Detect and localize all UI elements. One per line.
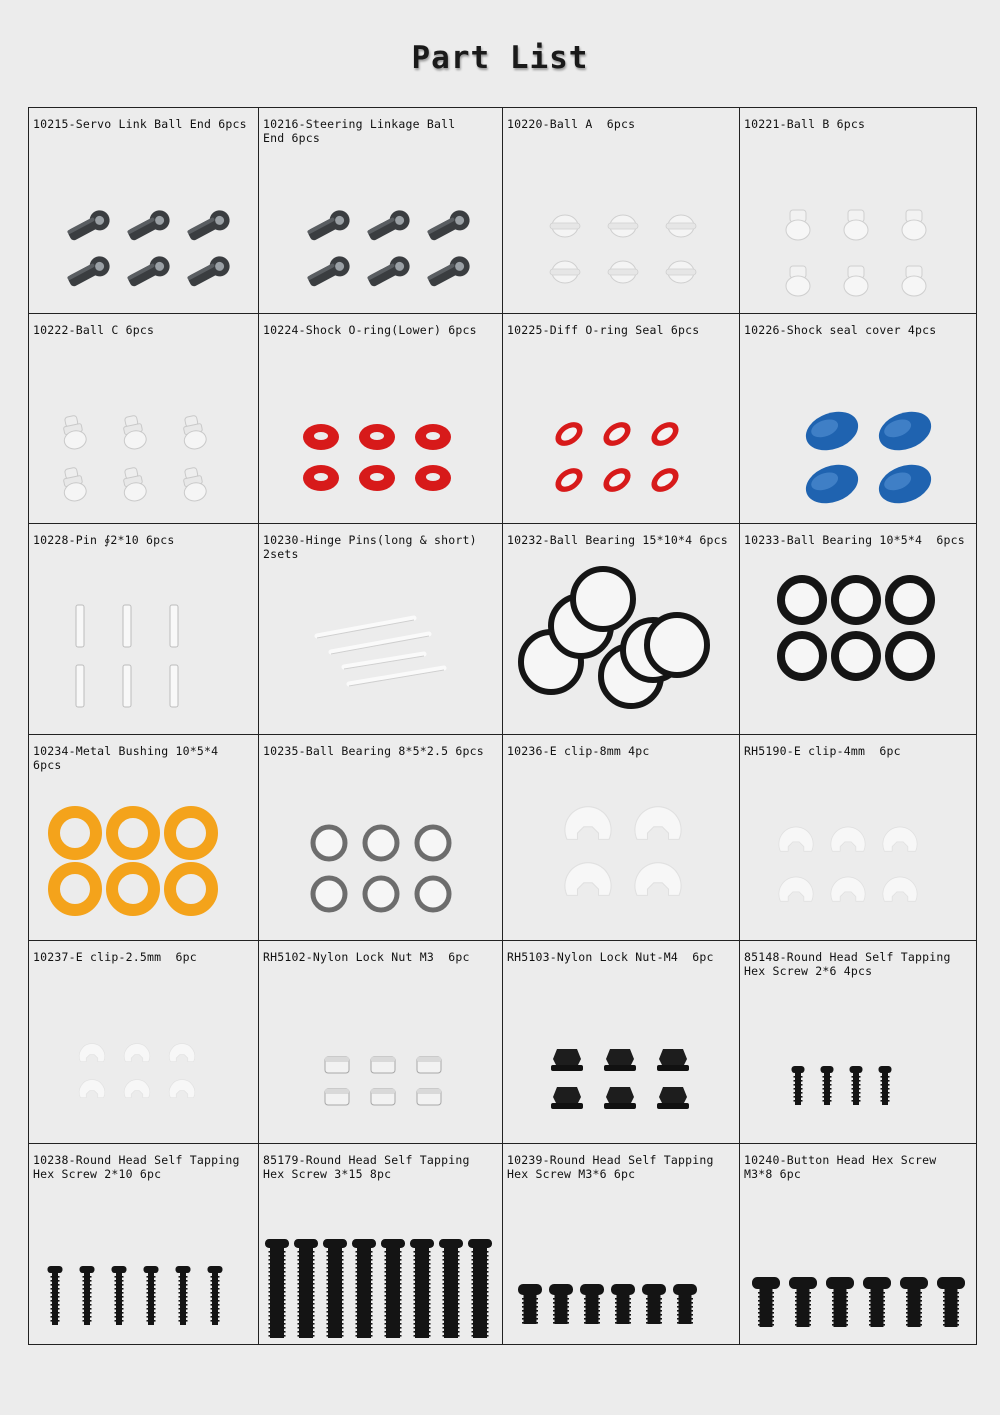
link-ball-end-icon [29, 108, 258, 313]
part-cell [740, 941, 976, 1144]
nut-icon [503, 941, 739, 1143]
part-cell [259, 524, 503, 735]
o-ring-icon [503, 314, 739, 523]
part-label: RH5190-E clip-4mm 6pc [744, 744, 901, 758]
part-label: 10225-Diff O-ring Seal 6pcs [507, 323, 700, 337]
part-cell [740, 108, 976, 314]
part-cell [503, 108, 740, 314]
part-label: 10233-Ball Bearing 10*5*4 6pcs [744, 533, 965, 547]
part-label: 10240-Button Head Hex Screw M3*8 6pc [744, 1153, 937, 1181]
part-cell [29, 108, 259, 314]
part-cell [740, 524, 976, 735]
part-cell [740, 735, 976, 941]
part-label: 10220-Ball A 6pcs [507, 117, 636, 131]
e-clip-icon [503, 735, 739, 940]
part-cell [29, 314, 259, 524]
part-cell [740, 314, 976, 524]
part-label: 10215-Servo Link Ball End 6pcs [33, 117, 247, 131]
part-label: 10238-Round Head Self Tapping Hex Screw 2*10 6pc [33, 1153, 240, 1181]
part-cell [503, 524, 740, 735]
part-label: 10216-Steering Linkage Ball End 6pcs [263, 117, 456, 145]
seal-cover-icon [740, 314, 976, 523]
e-clip-icon [740, 735, 976, 940]
part-cell [740, 1144, 976, 1344]
part-cell [503, 735, 740, 941]
part-cell [259, 108, 503, 314]
parts-grid [28, 107, 977, 1345]
bearing-icon [740, 524, 976, 734]
part-label: 10224-Shock O-ring(Lower) 6pcs [263, 323, 477, 337]
part-label: 10237-E clip-2.5mm 6pc [33, 950, 197, 964]
part-label: 85148-Round Head Self Tapping Hex Screw 2*6 4pcs [744, 950, 951, 978]
bearing-icon [503, 524, 739, 734]
ball-icon [503, 108, 739, 313]
part-cell [29, 941, 259, 1144]
part-label: 10230-Hinge Pins(long & short) 2sets [263, 533, 477, 561]
part-label: 10222-Ball C 6pcs [33, 323, 155, 337]
part-label: 10232-Ball Bearing 15*10*4 6pcs [507, 533, 728, 547]
ball-icon [740, 108, 976, 313]
part-cell [503, 314, 740, 524]
part-cell [29, 1144, 259, 1344]
page-title: Part List [411, 40, 589, 76]
part-cell [503, 1144, 740, 1344]
part-label: 10236-E clip-8mm 4pc [507, 744, 650, 758]
e-clip-icon [29, 941, 258, 1143]
part-cell [259, 735, 503, 941]
o-ring-icon [259, 314, 502, 523]
part-cell [259, 941, 503, 1144]
part-label: RH5103-Nylon Lock Nut-M4 6pc [507, 950, 714, 964]
part-label: 10235-Ball Bearing 8*5*2.5 6pcs [263, 744, 484, 758]
bearing-icon [259, 735, 502, 940]
part-label: 10221-Ball B 6pcs [744, 117, 866, 131]
part-cell [29, 735, 259, 941]
part-label: 10234-Metal Bushing 10*5*4 6pcs [33, 744, 233, 772]
part-cell [259, 314, 503, 524]
part-label: 10228-Pin ∮2*10 6pcs [33, 533, 175, 547]
part-label: 10226-Shock seal cover 4pcs [744, 323, 937, 337]
part-cell [503, 941, 740, 1144]
pin-icon [29, 524, 258, 734]
part-label: 10239-Round Head Self Tapping Hex Screw M3*6 6pc [507, 1153, 714, 1181]
nut-icon [259, 941, 502, 1143]
ball-icon [29, 314, 258, 523]
part-label: 85179-Round Head Self Tapping Hex Screw 3*15 8pc [263, 1153, 470, 1181]
part-cell [29, 524, 259, 735]
part-label: RH5102-Nylon Lock Nut M3 6pc [263, 950, 470, 964]
part-cell [259, 1144, 503, 1344]
